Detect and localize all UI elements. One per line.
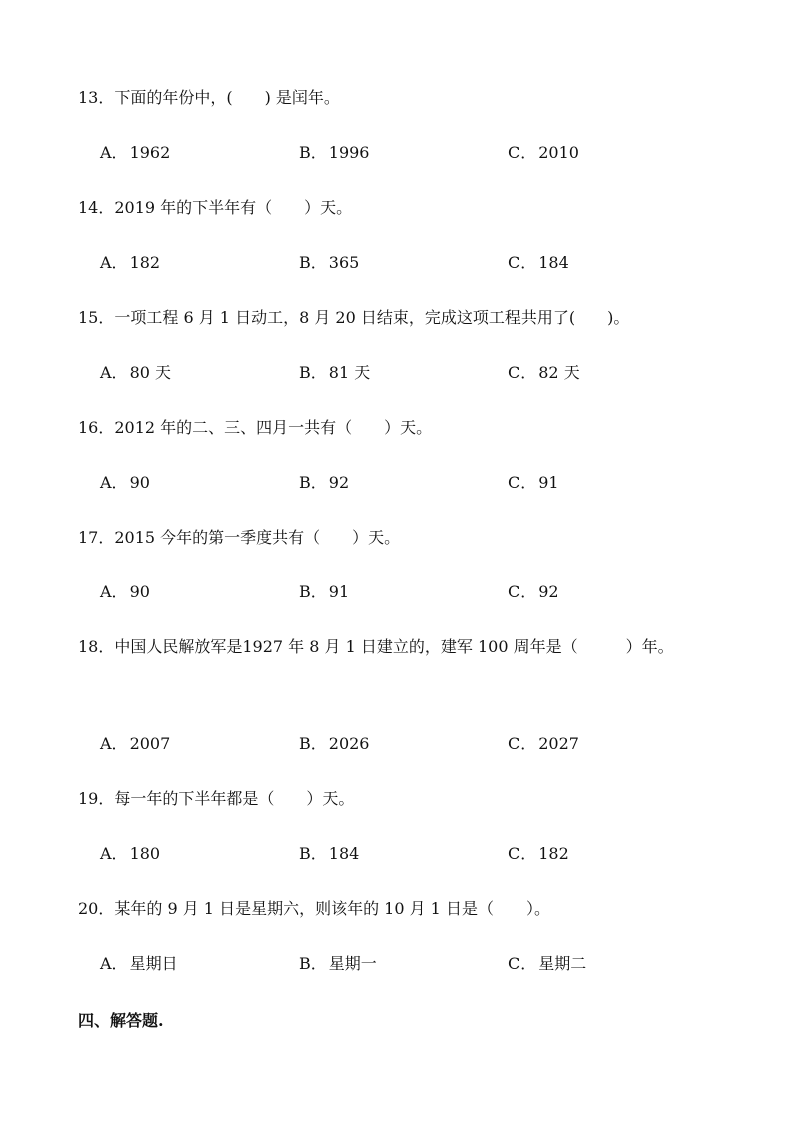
option-b: B． 92 xyxy=(299,473,350,492)
option-a: A． 90 xyxy=(100,582,150,601)
option-c: C． 2027 xyxy=(508,734,579,753)
option-a: A． 星期日 xyxy=(100,954,178,973)
option-c: C． 184 xyxy=(508,253,569,272)
option-a: A． 90 xyxy=(100,473,150,492)
option-b: B． 91 xyxy=(299,582,350,601)
question-13: 13．下面的年份中，( ) 是闰年。 xyxy=(78,88,340,107)
option-c: C． 91 xyxy=(508,473,559,492)
option-a: A． 80 天 xyxy=(100,363,172,382)
option-b: B． 1996 xyxy=(299,143,370,162)
option-b: B． 184 xyxy=(299,844,360,863)
option-c: C． 182 xyxy=(508,844,569,863)
question-20: 20．某年的 9 月 1 日是星期六，则该年的 10 月 1 日是（ ）。 xyxy=(78,899,550,918)
question-17: 17．2015 今年的第一季度共有（ ）天。 xyxy=(78,528,401,547)
option-a: A． 1962 xyxy=(100,143,171,162)
question-19: 19．每一年的下半年都是（ ）天。 xyxy=(78,789,355,808)
question-14: 14．2019 年的下半年有（ ）天。 xyxy=(78,198,353,217)
question-15: 15．一项工程 6 月 1 日动工，8 月 20 日结束，完成这项工程共用了( )。 xyxy=(78,308,630,327)
option-c: C． 92 xyxy=(508,582,559,601)
option-b: B． 81 天 xyxy=(299,363,371,382)
option-c: C． 82 天 xyxy=(508,363,580,382)
option-b: B． 365 xyxy=(299,253,360,272)
option-a: A． 180 xyxy=(100,844,161,863)
option-b: B． 2026 xyxy=(299,734,370,753)
option-c: C． 星期二 xyxy=(508,954,587,973)
section-heading: 四、解答题. xyxy=(78,1011,164,1030)
question-18: 18．中国人民解放军是1927 年 8 月 1 日建立的，建军 100 周年是（ ）年。 xyxy=(78,637,674,656)
option-b: B． 星期一 xyxy=(299,954,377,973)
option-c: C． 2010 xyxy=(508,143,579,162)
option-a: A． 182 xyxy=(100,253,161,272)
option-a: A． 2007 xyxy=(100,734,171,753)
question-16: 16．2012 年的二、三、四月一共有（ ）天。 xyxy=(78,418,433,437)
